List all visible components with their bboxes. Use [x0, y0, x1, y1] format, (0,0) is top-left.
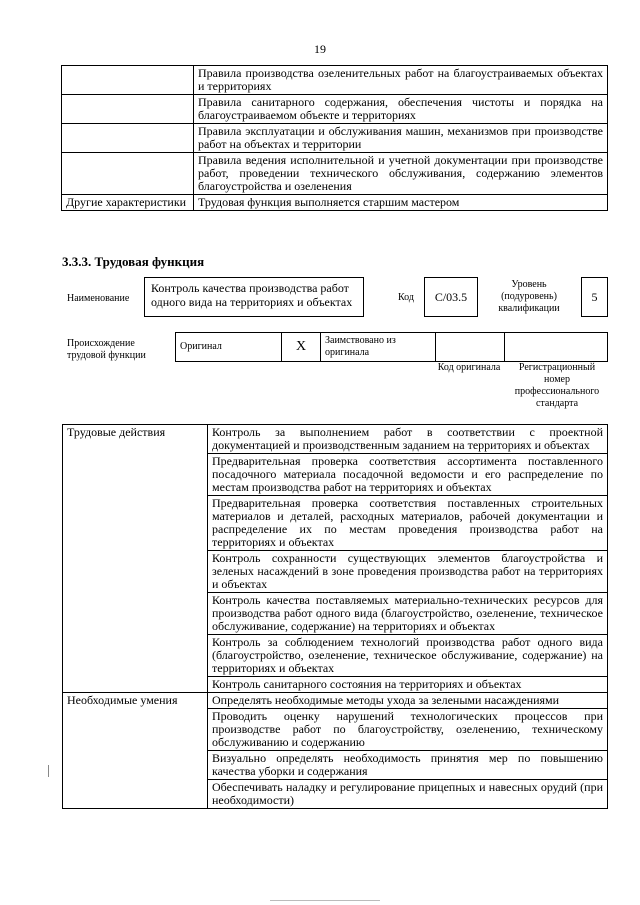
borrowed-label: Заимствовано из оригинала	[325, 335, 396, 358]
original-mark: X	[295, 339, 307, 354]
table-row	[62, 95, 608, 124]
item-cell: Визуально определять необходимость принятия мер по повышению качества уборки и содержания	[208, 751, 608, 780]
item-cell: Контроль за выполнением работ в соответствии с проектной документацией и производственным заданием на территориях и объектах	[208, 425, 608, 454]
code-caption: Код оригинала	[437, 362, 501, 373]
table-row	[63, 693, 608, 709]
requirement-cell: Правила ведения исполнительной и учетной документации при производстве работ, проведении технического обслуживания, содержанию элементов благоустройства и озеленения	[194, 153, 608, 195]
origin-label: Происхождение трудовой функции	[67, 338, 146, 361]
requirement-cell: Трудовая функция выполняется старшим мастером	[194, 195, 608, 211]
group-label-cell: Необходимые умения	[63, 693, 208, 809]
function-name-box	[144, 277, 364, 317]
row-label-cell	[62, 95, 194, 124]
item-cell: Предварительная проверка соответствия поставленных строительных материалов и деталей, расходных материалов, рабочей документации и распределение их по местам проведения производства работ на территориях и объектах	[208, 496, 608, 551]
name-label: Наименование	[67, 293, 130, 304]
row-label-cell	[62, 124, 194, 153]
item-cell: Контроль качества поставляемых материально-технических ресурсов для производства работ одного вида (благоустройство, озеленение, техническое обслуживание, содержание) на территориях и объектах	[208, 593, 608, 635]
page-number: 19	[314, 42, 326, 56]
item-cell: Проводить оценку нарушений технологических процессов при производстве работ по благоустройству, озеленению, техническому обслуживанию и содержанию	[208, 709, 608, 751]
origin-table	[175, 332, 608, 362]
original-cell	[176, 333, 282, 362]
table-row	[62, 66, 608, 95]
code-label: Код	[398, 292, 414, 303]
continued-requirements-table	[61, 65, 608, 211]
item-cell: Обеспечивать наладку и регулирование прицепных и навесных орудий (при необходимости)	[208, 780, 608, 809]
function-code: C/03.5	[434, 290, 468, 304]
margin-mark	[48, 765, 49, 777]
original-label: Оригинал	[180, 341, 222, 352]
reg-caption: Регистрационный номер профессионального стандарта	[514, 362, 600, 409]
table-row	[62, 153, 608, 195]
original-code-cell	[436, 333, 505, 362]
table-row	[62, 195, 608, 211]
function-name: Контроль качества производства работ одного вида на территориях и объектах	[151, 281, 353, 309]
function-details-table	[62, 424, 608, 809]
reg-number-cell	[505, 333, 608, 362]
requirement-cell: Правила санитарного содержания, обеспечения чистоты и порядка на благоустраиваемом объекте и территориях	[194, 95, 608, 124]
qualification-level: 5	[591, 290, 598, 304]
item-cell: Определять необходимые методы ухода за зелеными насаждениями	[208, 693, 608, 709]
borrowed-cell	[321, 333, 436, 362]
item-cell: Предварительная проверка соответствия ассортимента поставленного посадочного материала посадочной ведомости и его распределение по местам производства работ на территориях и объектах	[208, 454, 608, 496]
item-cell: Контроль санитарного состояния на территориях и объектах	[208, 677, 608, 693]
original-mark-cell	[282, 333, 321, 362]
row-label-cell: Другие характеристики	[62, 195, 194, 211]
level-box	[581, 277, 608, 317]
row-label-cell	[62, 153, 194, 195]
footer-rule	[270, 900, 380, 901]
item-cell: Контроль за соблюдением технологий производства работ одного вида (благоустройство, озеленение, техническое обслуживание, содержание) на территориях и объектах	[208, 635, 608, 677]
group-label-cell: Трудовые действия	[63, 425, 208, 693]
requirement-cell: Правила эксплуатации и обслуживания машин, механизмов при производстве работ на объектах и территории	[194, 124, 608, 153]
table-row	[63, 425, 608, 454]
table-row	[62, 124, 608, 153]
level-label: Уровень (подуровень) квалификации	[498, 279, 560, 314]
requirement-cell: Правила производства озеленительных работ на благоустраиваемых объектах и территориях	[194, 66, 608, 95]
row-label-cell	[62, 66, 194, 95]
item-cell: Контроль сохранности существующих элементов благоустройства и зеленых насаждений в зоне проведения производства работ на территориях и объектах	[208, 551, 608, 593]
code-box	[424, 277, 478, 317]
section-heading: 3.3.3. Трудовая функция	[62, 254, 205, 269]
